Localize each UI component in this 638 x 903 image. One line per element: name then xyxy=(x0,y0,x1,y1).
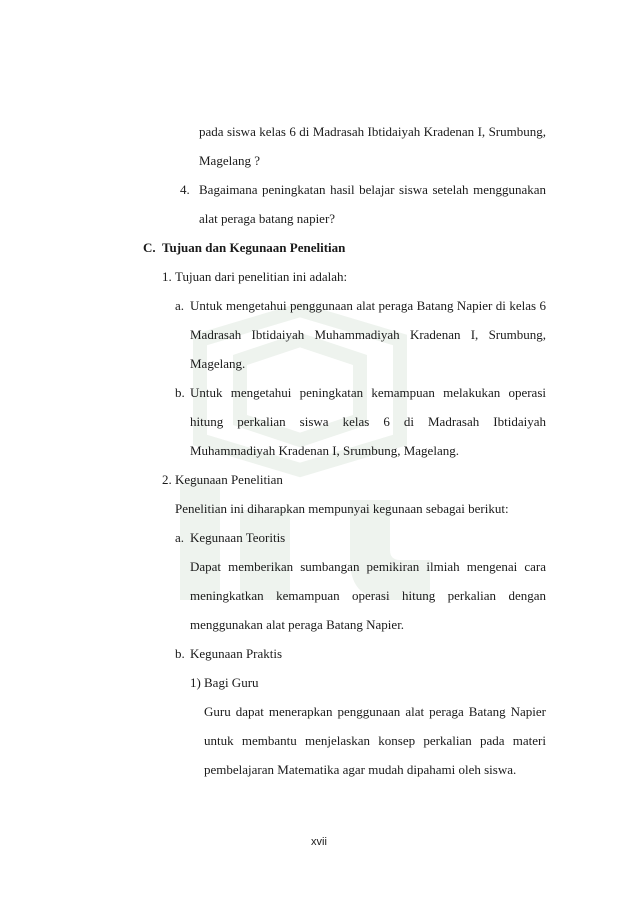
text-line: Untuk mengetahui penggunaan alat peraga Batang Napier di kelas 6 xyxy=(190,298,546,313)
text-line: Bagaimana peningkatan hasil belajar siswa setelah menggunakan xyxy=(199,182,546,197)
text-line: Magelang ? xyxy=(199,153,261,168)
text-line: menggunakan alat peraga Batang Napier. xyxy=(190,617,405,632)
list-marker: 2. xyxy=(162,472,172,487)
section-marker: C. xyxy=(143,240,156,255)
text-line: Guru dapat menerapkan penggunaan alat peraga Batang Napier xyxy=(204,704,546,719)
text-line: Madrasah Ibtidaiyah Muhammadiyah Kradenan I, Srumbung, xyxy=(190,327,546,342)
list-marker: b. xyxy=(175,646,185,661)
text-line: Tujuan dari penelitian ini adalah: xyxy=(175,269,348,284)
list-marker: a. xyxy=(175,530,185,545)
list-marker: 1) xyxy=(190,675,201,690)
text-line: Penelitian ini diharapkan mempunyai kegunaan sebagai berikut: xyxy=(175,501,509,516)
subsection-heading: Bagi Guru xyxy=(204,675,259,690)
subsection-heading: Kegunaan Teoritis xyxy=(190,530,286,545)
text-line: alat peraga batang napier? xyxy=(199,211,336,226)
list-marker: 1. xyxy=(162,269,172,284)
text-line: Magelang. xyxy=(190,356,246,371)
list-marker: b. xyxy=(175,385,185,400)
subsection-heading: Kegunaan Penelitian xyxy=(175,472,283,487)
text-line: pembelajaran Matematika agar mudah dipahami oleh siswa. xyxy=(204,762,517,777)
text-line: hitung perkalian siswa kelas 6 di Madrasah Ibtidaiyah xyxy=(190,414,546,429)
text-line: pada siswa kelas 6 di Madrasah Ibtidaiyah Kradenan I, Srumbung, xyxy=(199,124,546,139)
list-marker: a. xyxy=(175,298,185,313)
text-line: Untuk mengetahui peningkatan kemampuan melakukan operasi xyxy=(190,385,546,400)
section-heading: Tujuan dan Kegunaan Penelitian xyxy=(162,240,346,255)
page-number: xvii xyxy=(311,836,327,848)
subsection-heading: Kegunaan Praktis xyxy=(190,646,283,661)
text-line: Muhammadiyah Kradenan I, Srumbung, Magelang. xyxy=(190,443,459,458)
text-line: untuk membantu menjelaskan konsep perkalian pada materi xyxy=(204,733,546,748)
text-line: Dapat memberikan sumbangan pemikiran ilmiah mengenai cara xyxy=(190,559,546,574)
list-marker: 4. xyxy=(180,182,190,197)
text-line: meningkatkan kemampuan operasi hitung perkalian dengan xyxy=(190,588,546,603)
